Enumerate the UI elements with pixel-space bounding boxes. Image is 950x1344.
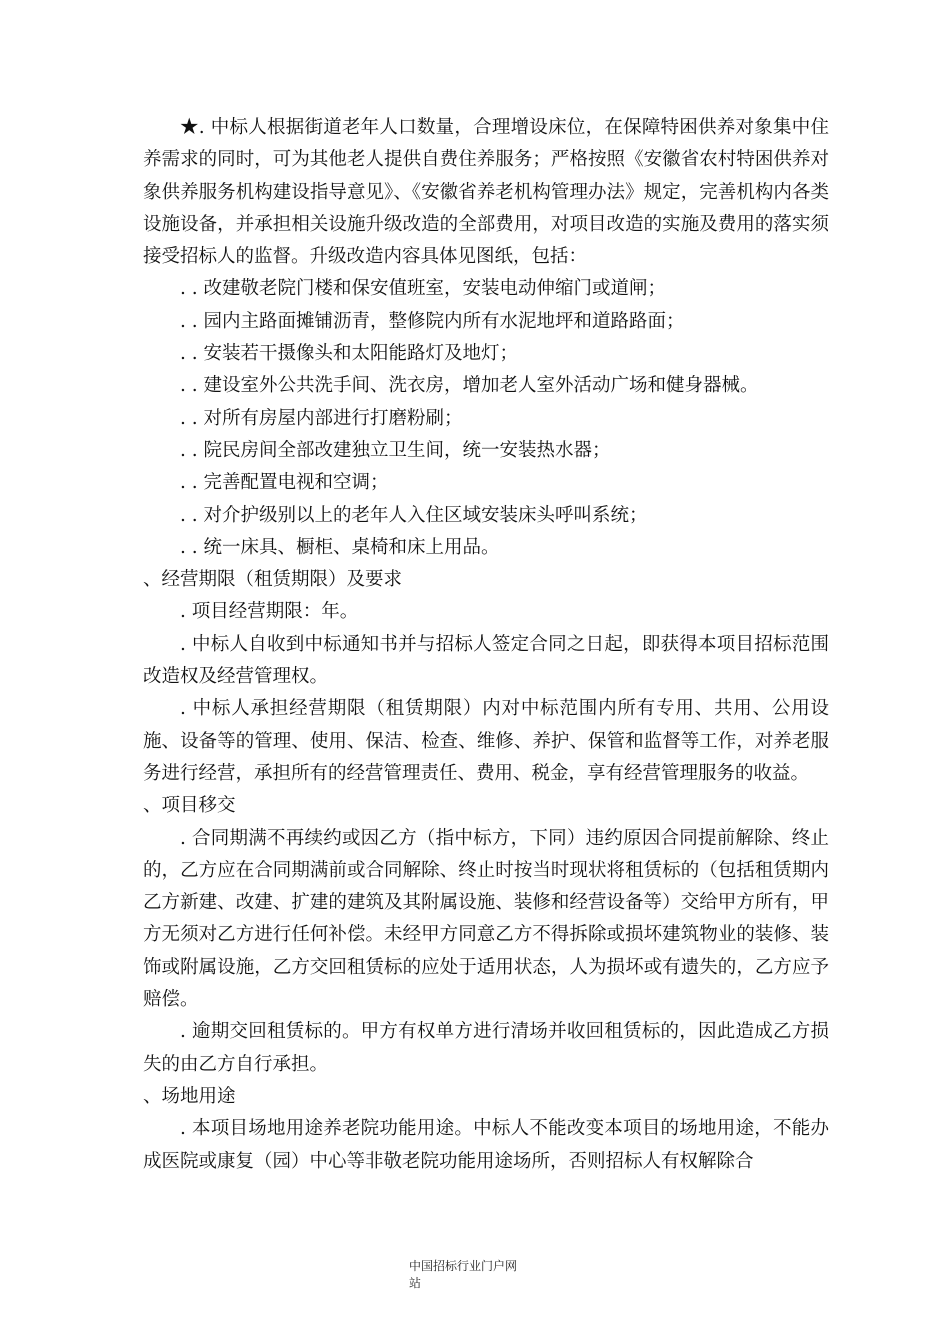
list-item-bathrooms: . . 院民房间全部改建独立卫生间，统一安装热水器； <box>180 439 611 461</box>
list-item-gate-rebuild: . . 改建敬老院门楼和保安值班室，安装电动伸缩门或道闸； <box>180 278 667 300</box>
paragraph-rights-granted: . 中标人自收到中标通知书并与招标人签定合同之日起，即获得本项目招标范围改造权及经营管理权。 <box>143 633 829 688</box>
paragraph-site-use-terms: . 本项目场地用途养老院功能用途。中标人不能改变本项目的场地用途，不能办成医院或康复（园）中心等非敬老院功能用途场所，否则招标人有权解除合 <box>143 1118 829 1172</box>
paragraph-handover-terms: . 合同期满不再续约或因乙方（指中标方，下同）违约原因合同提前解除、终止的，乙方应在合同期满前或合同解除、终止时按当时现状将租赁标的（包括租赁期内乙方新建、改建、扩建的建筑及其附属设施、装修和经营设备等）交给甲方所有，甲方无须对乙方进行任何补偿。未经甲方同意乙方不得拆除或损坏建筑物业的装修、装饰或附属设施，乙方交回租赁标的应处于适用状态，人为损坏或有遗失的，乙方应予赔偿。 <box>143 827 829 1011</box>
list-item-road-paving: . . 园内主路面摊铺沥青，整修院内所有水泥地坪和道路路面； <box>180 310 685 332</box>
paragraph-operation-term: . 项目经营期限：年。 <box>180 601 359 623</box>
list-item-furniture: . . 统一床具、橱柜、桌椅和床上用品。 <box>180 536 500 558</box>
footer-line-1: 中国招标行业门户网 <box>409 1259 518 1273</box>
section-heading-handover: 、项目移交 <box>143 795 236 817</box>
page-footer <box>409 1258 539 1292</box>
list-item-call-system: . . 对介护级别以上的老年人入住区域安装床头呼叫系统； <box>180 504 648 526</box>
paragraph-overdue-return: . 逾期交回租赁标的。甲方有权单方进行清场并收回租赁标的，因此造成乙方损失的由乙方自行承担。 <box>143 1021 829 1075</box>
document-body <box>143 112 829 1178</box>
section-heading-site-use: 、场地用途 <box>143 1085 236 1107</box>
footer-line-2: 站 <box>409 1276 422 1290</box>
section-heading-operation-period: 、经营期限（租赁期限）及要求 <box>143 569 403 591</box>
list-item-interior-painting: . . 对所有房屋内部进行打磨粉刷； <box>180 407 463 429</box>
list-item-public-facilities: . . 建设室外公共洗手间、洗衣房，增加老人室外活动广场和健身器械。 <box>180 375 759 397</box>
list-item-cameras-lights: . . 安装若干摄像头和太阳能路灯及地灯； <box>180 343 519 365</box>
paragraph-management-duties: . 中标人承担经营期限（租赁期限）内对中标范围内所有专用、共用、公用设施、设备等的管理、使用、保洁、检查、维修、养护、保管和监督等工作，对养老服务进行经营，承担所有的经营管理责任、费用、税金，享有经营管理服务的收益。 <box>143 698 829 784</box>
paragraph-upgrade-intro: ★. 中标人根据街道老年人口数量，合理增设床位，在保障特困供养对象集中住养需求的同时，可为其他老人提供自费住养服务；严格按照《安徽省农村特困供养对象供养服务机构建设指导意见》、《安徽省养老机构管理办法》规定，完善机构内各类设施设备，并承担相关设施升级改造的全部费用，对项目改造的实施及费用的落实须接受招标人的监督。升级改造内容具体见图纸，包括： <box>143 117 829 268</box>
list-item-tv-ac: . . 完善配置电视和空调； <box>180 472 389 494</box>
